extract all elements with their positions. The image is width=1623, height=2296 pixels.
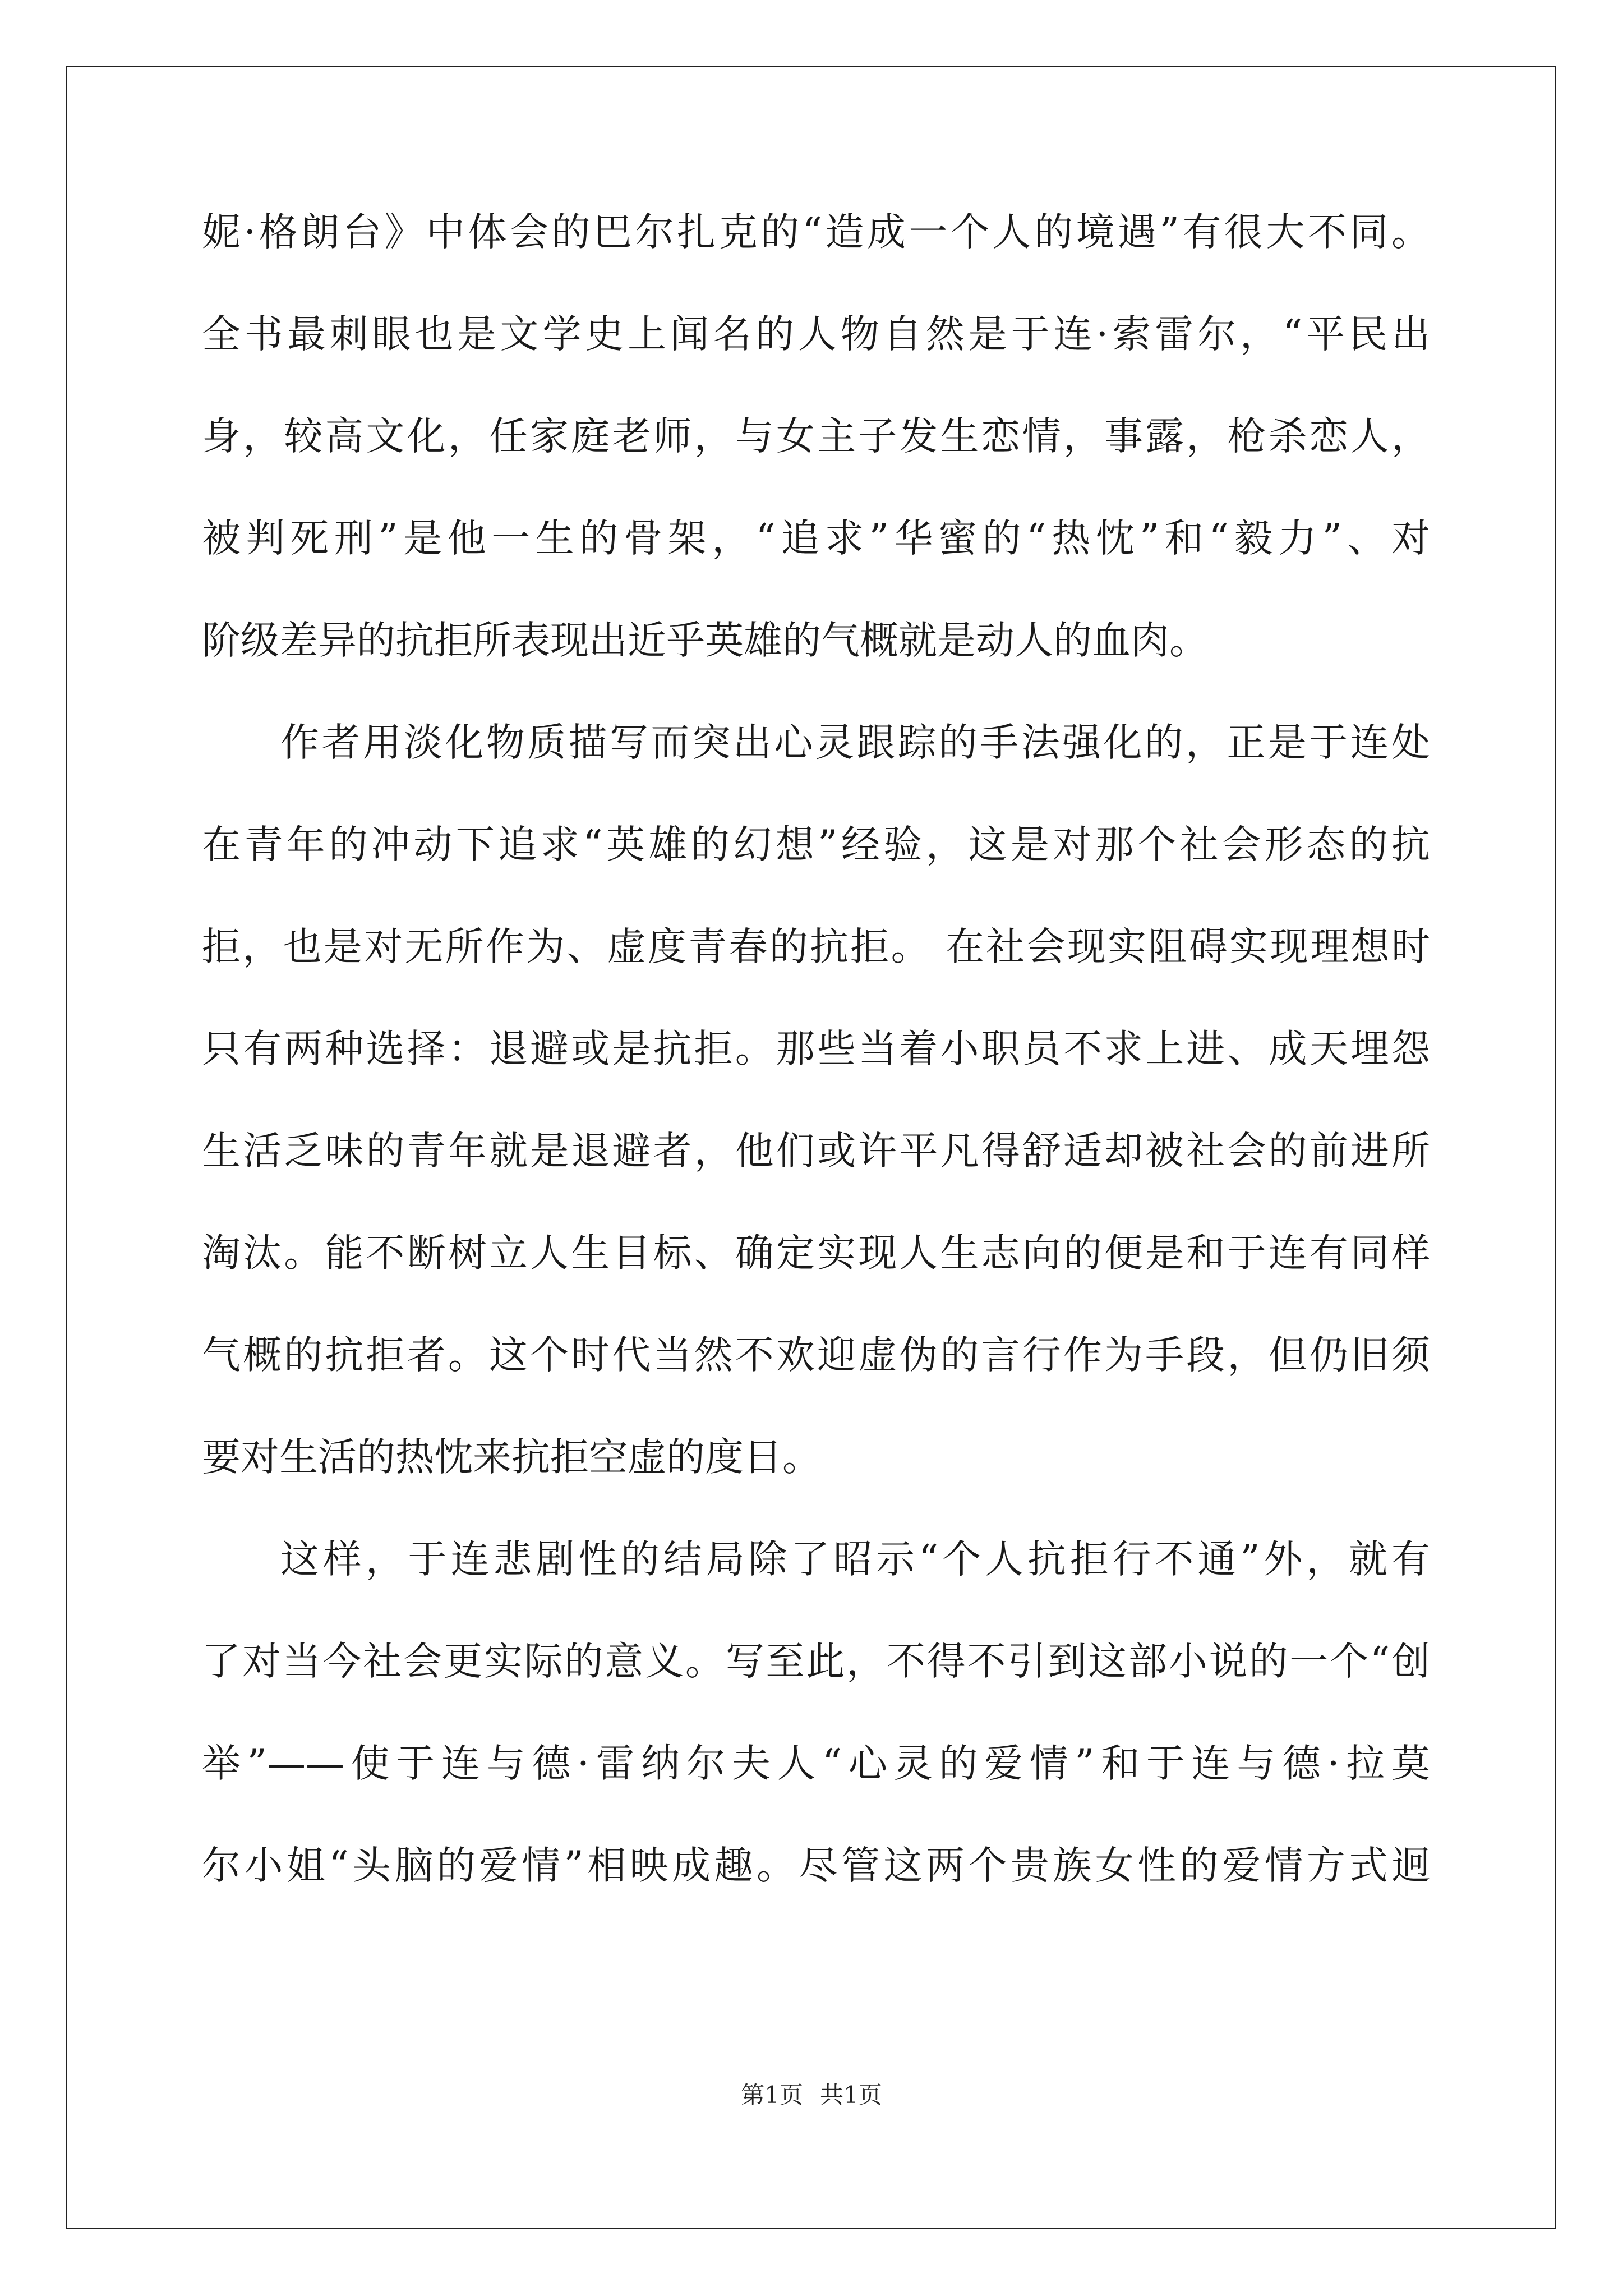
page-total: 共1页 bbox=[820, 2081, 882, 2109]
text-line: 尔小姐“头脑的爱情”相映成趣。尽管这两个贵族女性的爱情方式迥 bbox=[202, 1843, 1430, 1888]
text-line: 妮·格朗台》中体会的巴尔扎克的“造成一个人的境遇”有很大不同。 bbox=[202, 210, 1430, 255]
text-line: 生活乏味的青年就是退避者，他们或许平凡得舒适却被社会的前进所 bbox=[202, 1129, 1430, 1174]
paragraph-first-line: 作者用淡化物质描写而突出心灵跟踪的手法强化的，正是于连处 bbox=[280, 720, 1430, 765]
text-line: 拒，也是对无所作为、虚度青春的抗拒。 在社会现实阻碍实现理想时 bbox=[202, 924, 1430, 969]
text-line: 举”——使于连与德·雷纳尔夫人“心灵的爱情”和于连与德·拉莫 bbox=[202, 1741, 1430, 1786]
paragraph-first-line: 这样，于连悲剧性的结局除了昭示“个人抗拒行不通”外，就有 bbox=[280, 1537, 1430, 1582]
text-line: 气概的抗拒者。这个时代当然不欢迎虚伪的言行作为手段，但仍旧须 bbox=[202, 1333, 1430, 1378]
text-line: 只有两种选择：退避或是抗拒。那些当着小职员不求上进、成天埋怨 bbox=[202, 1027, 1430, 1071]
text-line: 淘汰。能不断树立人生目标、确定实现人生志向的便是和于连有同样 bbox=[202, 1231, 1430, 1276]
text-line: 全书最刺眼也是文学史上闻名的人物自然是于连·索雷尔，“平民出 bbox=[202, 312, 1430, 357]
text-line: 阶级差异的抗拒所表现出近乎英雄的气概就是动人的血肉。 bbox=[202, 618, 1208, 663]
text-line: 要对生活的热忱来抗拒空虚的度日。 bbox=[202, 1435, 821, 1480]
page-footer bbox=[0, 2078, 1623, 2112]
text-line: 身，较高文化，任家庭老师，与女主子发生恋情，事露，枪杀恋人， bbox=[202, 414, 1430, 459]
text-line: 被判死刑”是他一生的骨架，“追求”华蜜的“热忱”和“毅力”、对 bbox=[202, 516, 1430, 561]
text-line: 在青年的冲动下追求“英雄的幻想”经验，这是对那个社会形态的抗 bbox=[202, 822, 1430, 867]
page-number: 第1页 bbox=[741, 2081, 803, 2109]
text-line: 了对当今社会更实际的意义。写至此，不得不引到这部小说的一个“创 bbox=[202, 1639, 1430, 1684]
